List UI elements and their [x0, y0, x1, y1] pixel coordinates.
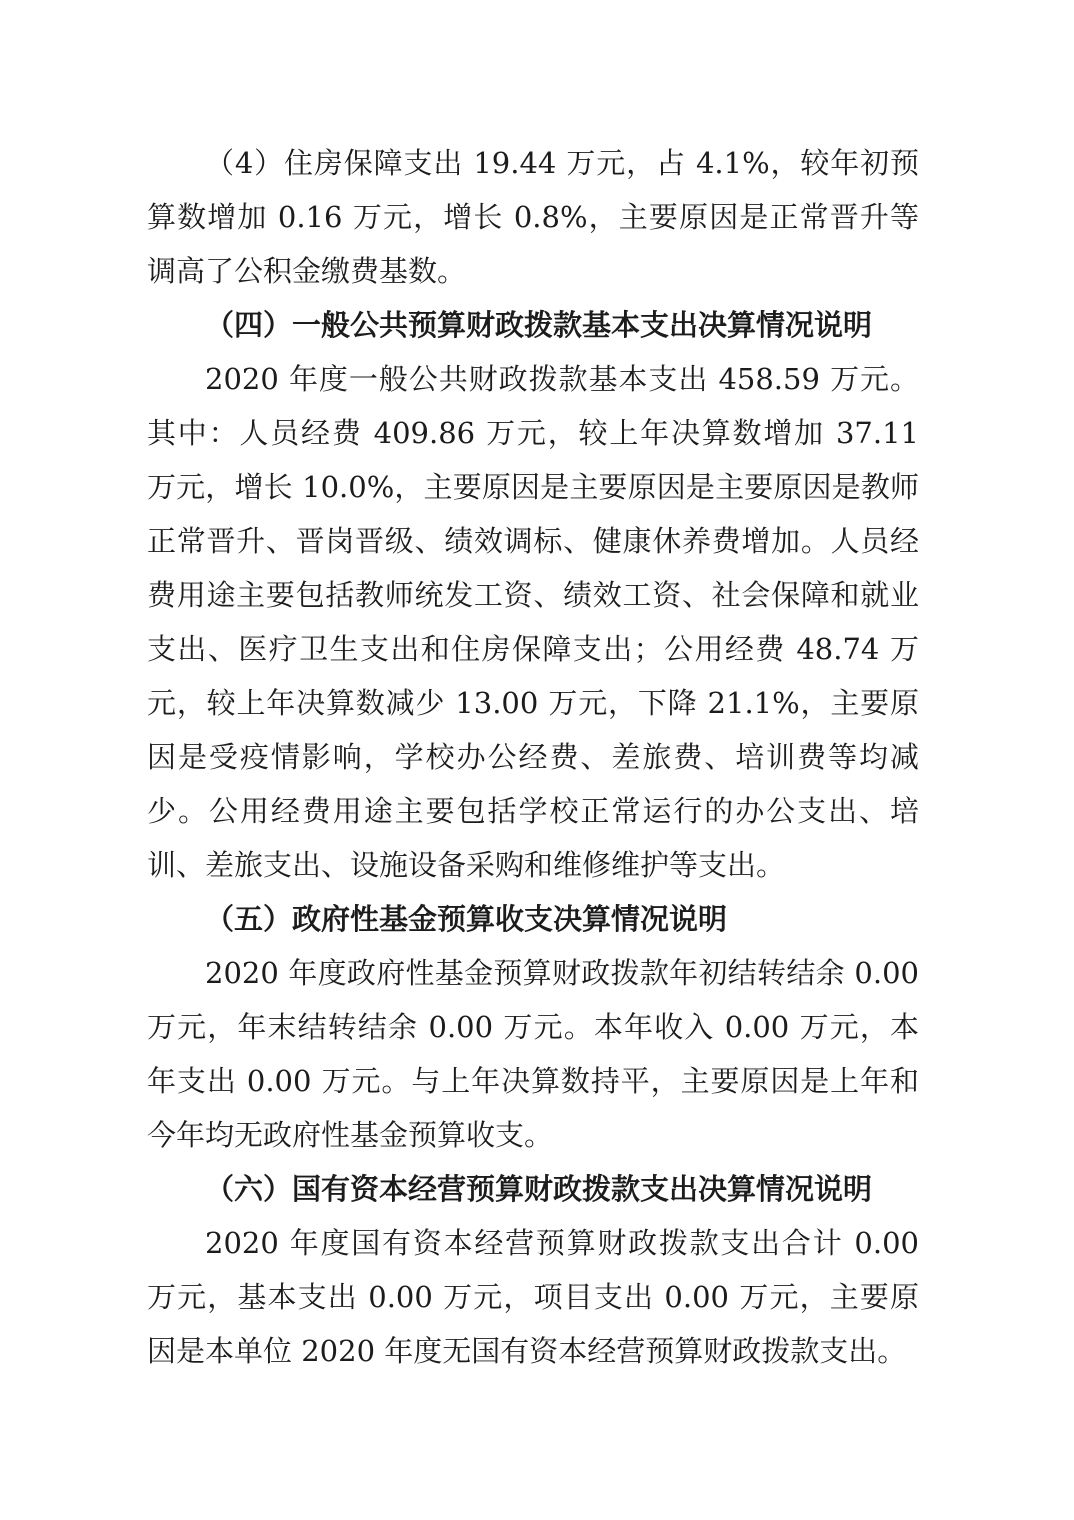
body-paragraph: 2020 年度政府性基金预算财政拨款年初结转结余 0.00 万元，年末结转结余 0.00 万元。本年收入 0.00 万元，本年支出 0.00 万元。与上年决算数持平，主要原因是上年和今年均无政府性基金预算收支。 — [147, 956, 919, 1152]
document-body — [147, 136, 919, 1378]
section-heading: （四）一般公共预算财政拨款基本支出决算情况说明 — [205, 308, 873, 342]
body-paragraph: 2020 年度一般公共财政拨款基本支出 458.59 万元。其中：人员经费 409.86 万元，较上年决算数增加 37.11 万元，增长 10.0%，主要原因是主要原因是主要原因是教师正常晋升、晋岗晋级、绩效调标、健康休养费增加。人员经费用途主要包括教师统发工资、绩效工资、社会保障和就业支出、医疗卫生支出和住房保障支出；公用经费 48.74 万元，较上年决算数减少 13.00 万元，下降 21.1%，主要原因是受疫情影响，学校办公经费、差旅费、培训费等均减少。公用经费用途主要包括学校正常运行的办公支出、培训、差旅支出、设施设备采购和维修维护等支出。 — [147, 362, 919, 882]
section-heading: （五）政府性基金预算收支决算情况说明 — [205, 902, 728, 936]
section-heading: （六）国有资本经营预算财政拨款支出决算情况说明 — [205, 1172, 873, 1206]
body-paragraph: （4）住房保障支出 19.44 万元，占 4.1%，较年初预算数增加 0.16 万元，增长 0.8%，主要原因是正常晋升等调高了公积金缴费基数。 — [147, 146, 919, 288]
body-paragraph: 2020 年度国有资本经营预算财政拨款支出合计 0.00 万元，基本支出 0.00 万元，项目支出 0.00 万元，主要原因是本单位 2020 年度无国有资本经营预算财政拨款支出。 — [147, 1226, 919, 1368]
